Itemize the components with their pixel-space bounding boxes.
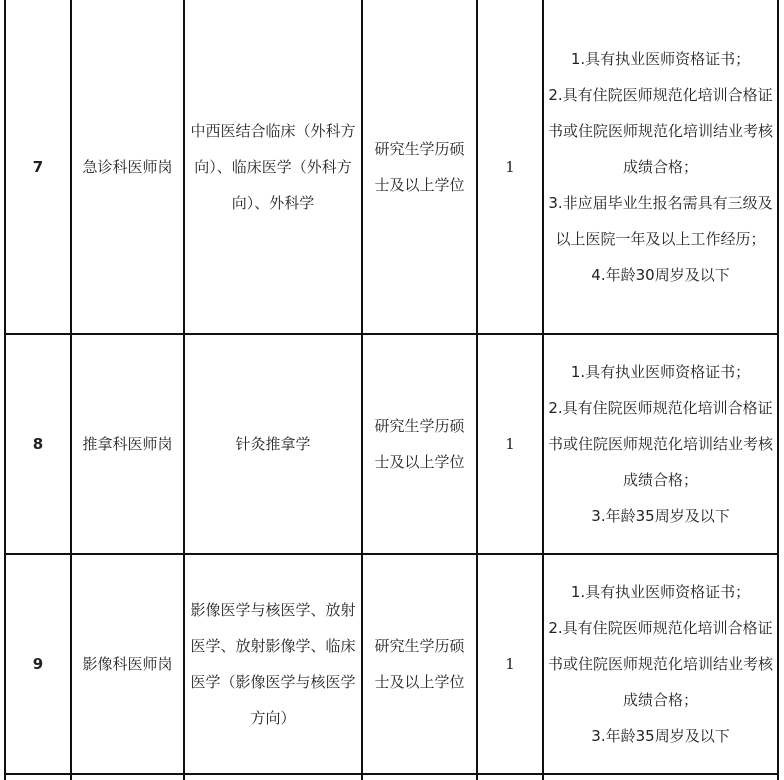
requirements-list xyxy=(544,41,777,293)
position-cell xyxy=(71,554,184,774)
position-cell xyxy=(71,0,184,334)
empty-cell xyxy=(477,774,543,780)
education-cell xyxy=(362,554,477,774)
requirements-list xyxy=(544,574,777,754)
position-name: 影像科医师岗 xyxy=(82,655,173,673)
education-cell xyxy=(362,334,477,554)
requirement-item: 3.年龄35周岁及以下 xyxy=(591,507,730,525)
row-number: 7 xyxy=(5,0,71,334)
position-name: 急诊科医师岗 xyxy=(82,157,173,176)
requirement-item: 1.具有执业医师资格证书； xyxy=(570,49,751,68)
table-row-partial xyxy=(5,774,778,780)
major-cell xyxy=(184,334,362,554)
job-positions-table xyxy=(4,0,779,780)
major-cell xyxy=(184,0,362,334)
empty-cell xyxy=(5,774,71,780)
table-row xyxy=(5,0,778,334)
requirements-cell xyxy=(543,554,778,774)
requirement-item: 1.具有执业医师资格证书； xyxy=(570,363,751,381)
hiring-count: 1 xyxy=(477,554,543,774)
empty-cell xyxy=(71,774,184,780)
position-name: 推拿科医师岗 xyxy=(82,435,173,453)
empty-cell xyxy=(543,774,778,780)
requirements-cell xyxy=(543,334,778,554)
education-requirement: 研究生学历硕士及以上学位 xyxy=(374,139,465,194)
major-requirement: 中西医结合临床（外科方向）、临床医学（外科方向）、外科学 xyxy=(190,121,356,212)
requirement-item: 2.具有住院医师规范化培训合格证书或住院医师规范化培训结业考核成绩合格； xyxy=(547,85,773,176)
requirement-item: 4.年龄30周岁及以下 xyxy=(591,265,730,284)
education-requirement: 研究生学历硕士及以上学位 xyxy=(374,637,465,691)
row-number: 9 xyxy=(5,554,71,774)
education-requirement: 研究生学历硕士及以上学位 xyxy=(374,417,465,471)
requirement-item: 1.具有执业医师资格证书； xyxy=(570,583,751,601)
position-cell xyxy=(71,334,184,554)
requirements-cell xyxy=(543,0,778,334)
row-number: 8 xyxy=(5,334,71,554)
requirements-list xyxy=(544,354,777,534)
major-requirement: 针灸推拿学 xyxy=(235,435,311,453)
requirement-item: 3.非应届毕业生报名需具有三级及以上医院一年及以上工作经历； xyxy=(548,193,773,248)
table-row xyxy=(5,334,778,554)
major-cell xyxy=(184,554,362,774)
requirement-item: 2.具有住院医师规范化培训合格证书或住院医师规范化培训结业考核成绩合格； xyxy=(547,399,773,489)
requirement-item: 3.年龄35周岁及以下 xyxy=(591,727,730,745)
empty-cell xyxy=(362,774,477,780)
hiring-count: 1 xyxy=(477,334,543,554)
education-cell xyxy=(362,0,477,334)
requirement-item: 2.具有住院医师规范化培训合格证书或住院医师规范化培训结业考核成绩合格； xyxy=(547,619,773,709)
empty-cell xyxy=(184,774,362,780)
table-row xyxy=(5,554,778,774)
hiring-count: 1 xyxy=(477,0,543,334)
major-requirement: 影像医学与核医学、放射医学、放射影像学、临床医学（影像医学与核医学方向） xyxy=(190,601,356,727)
